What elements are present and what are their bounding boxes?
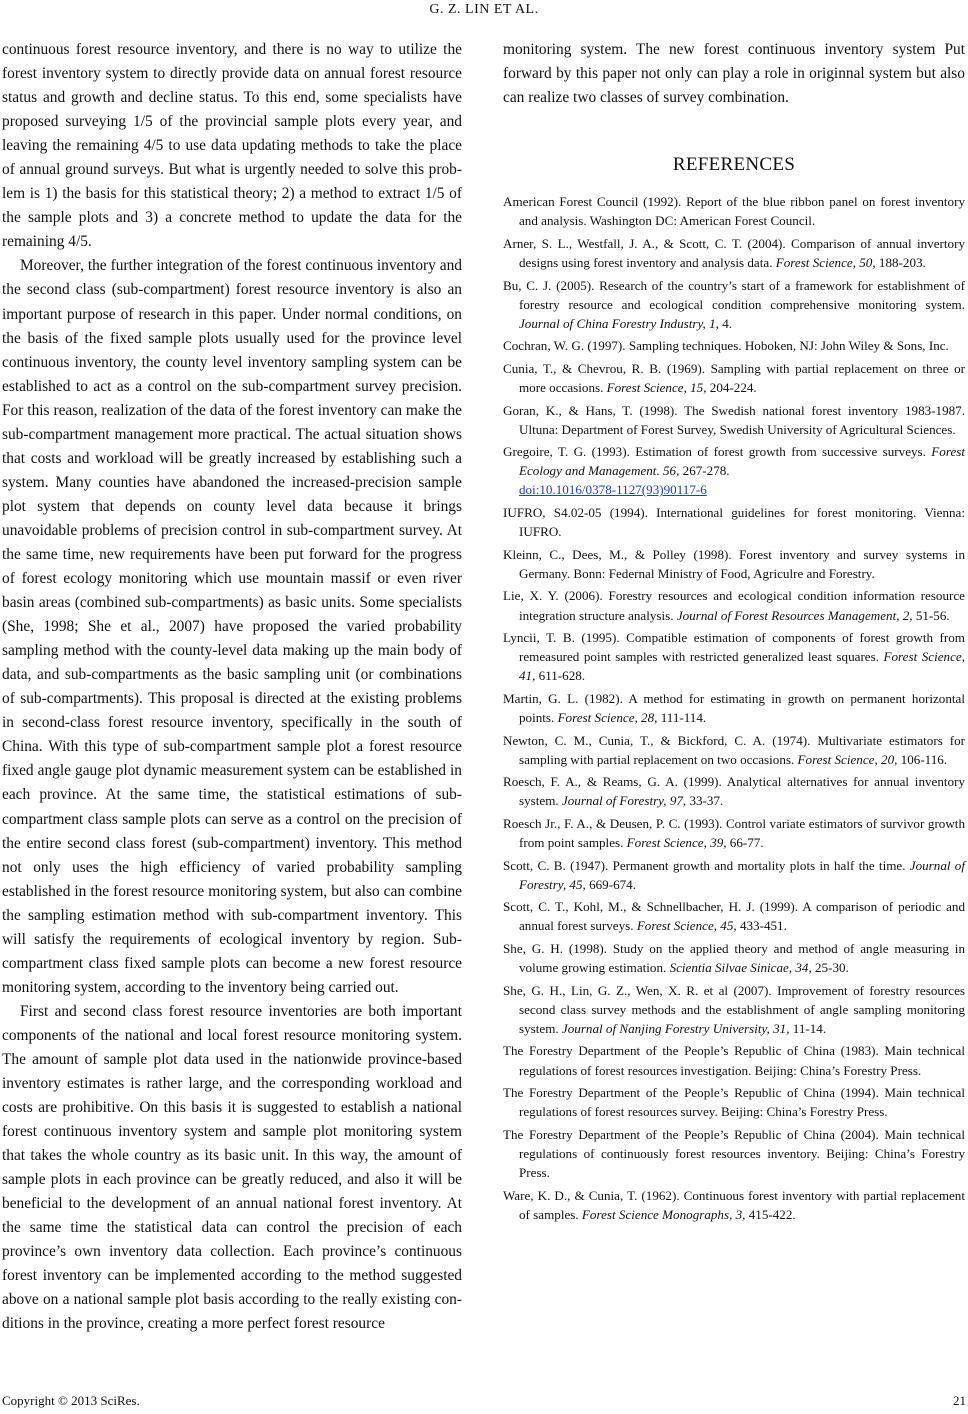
reference-text: Lie, X. Y. (2006). Forestry resources and ecological condition information resource integration structure analysis. [503,588,965,623]
reference-item [503,1125,965,1182]
reference-item [503,545,965,583]
reference-text: Scott, C. T., Kohl, M., & Schnellbacher, H. J. (1999). A comparison of periodic and annual forest surveys. [503,899,965,934]
reference-item [503,689,965,727]
body-paragraph: monitoring system. The new forest continuous inventory system Put forward by this paper not only can play a role in originnal system but also can realize two classes of survey combination. [503,41,965,107]
reference-journal: Forest Ecology and Management. 56, [519,444,965,479]
reference-text: Roesch, F. A., & Reams, G. A. (1999). Analytical alternatives for annual inventory system. [503,774,965,809]
reference-item [503,981,965,1038]
reference-item [503,586,965,624]
reference-text: Goran, K., & Hans, T. (1998). The Swedish national forest inventory 1983-1987. Ultuna: Department of Forest Survey, Swedish University of Agricultural Sciences. [503,402,965,437]
reference-text: American Forest Council (1992). Report of the blue ribbon panel on forest inventory and analysis. Washington DC: American Forest Council. [503,194,965,229]
reference-item [503,1186,965,1224]
reference-item [503,731,965,769]
reference-journal: Forest Science, 28, [557,709,658,725]
reference-pages: 4. [718,315,733,331]
reference-text: Ware, K. D., & Cunia, T. (1962). Continuous forest inventory with partial replacement of samples. [503,1187,965,1222]
reference-text: Martin, G. L. (1982). A method for estimating in growth on permanent horizontal points. [503,690,965,725]
reference-text: Cunia, T., & Chevrou, R. B. (1969). Sampling with partial replacement on three or more occasions. [503,360,965,395]
reference-item [503,442,965,499]
reference-text: Scott, C. B. (1947). Permanent growth and mortality plots in half the time. [503,857,910,873]
reference-item [503,1083,965,1121]
reference-item [503,856,965,894]
reference-item [503,814,965,852]
reference-pages: 415-422. [745,1206,796,1222]
reference-text: Bu, C. J. (2005). Research of the country’s start of a framework for establishment of forestry resource and ecological condition comprehensive monitoring system. [503,277,965,312]
references-heading: REFERENCES [672,154,796,176]
reference-journal: Journal of Forestry, 45, [519,857,965,892]
reference-item [503,939,965,977]
reference-item [503,276,965,333]
reference-text: Arner, S. L., Westfall, J. A., & Scott, C. T. (2004). Comparison of annual invertory designs using forest inventory and analysis data. [503,235,965,270]
reference-journal: Journal of Forest Resources Management, 2, [676,607,913,623]
reference-item [503,772,965,810]
reference-journal: Forest Science, 20, [797,751,898,767]
reference-pages: 11-14. [789,1020,827,1036]
right-column [503,38,965,1227]
reference-journal: Forest Science, 39, [626,835,727,851]
reference-pages: 204-224. [706,379,757,395]
reference-journal: Journal of Nanjing Forestry University, 31, [561,1020,790,1036]
reference-text: The Forestry Department of the People’s Republic of China (2004). Main technical regulations of continuously forest resources inventory. Beijing: China’s Forestry Press. [503,1126,965,1181]
reference-journal: Scientia Silvae Sinicae, 34, [669,960,812,976]
reference-text: She, G. H., Lin, G. Z., Wen, X. R. et al (2007). Improvement of forestry resources second class survey methods and the establishment of angle sampling monitoring system. [503,982,965,1036]
reference-list [503,192,965,1224]
reference-pages: 111-114. [657,709,707,725]
reference-item [503,359,965,397]
reference-text: The Forestry Department of the People’s Republic of China (1983). Main technical regulations of forest resources investigation. Beijing: China’s Forestry Press. [503,1043,965,1078]
footer-copyright: Copyright © 2013 SciRes. [2,1393,140,1408]
doi-link[interactable]: doi:10.1016/0378-1127(93)90117-6 [519,482,707,498]
running-head: G. Z. LIN ET AL. [429,2,539,17]
reference-text: Roesch Jr., F. A., & Deusen, P. C. (1993). Control variate estimators of survivor growth from point samples. [503,815,965,851]
reference-pages: 33-37. [686,793,724,809]
reference-journal: Forest Science Monographs, 3, [581,1206,746,1222]
reference-pages: 66-77. [726,835,764,851]
reference-pages: 188-203. [875,254,926,270]
reference-journal: Forest Science, 50, [775,254,876,270]
reference-journal: Journal of Forestry, 97, [561,793,687,809]
body-paragraph: First and second class forest resource inventories are both important components of the national and local forest resource monitoring system. The amount of sample plot data used in the nationwide province-based inventory estimates is rather large, and the corresponding workload and costs are prohibitive. On this basis it is suggested to establish a national forest continuous inventory system and sample plot monitoring system that takes the whole country as its basic unit. In this way, the amount of sample plots in each province can be greatly reduced, and also it will be beneficial to the development of an annual national forest inventory. At the same time the statistical data can control the precision of each province’s own inventory data collection. Each province’s continuous forest inventory can be implemented according to the method suggested above on a national sample plot basis according to the really existing conditions in the province, creating a more perfect forest resource [2,1002,462,1333]
reference-text: Cochran, W. G. (1997). Sampling techniques. Hoboken, NJ: John Wiley & Sons, Inc. [503,338,949,354]
page-number: 21 [953,1393,966,1408]
reference-pages: 433-451. [736,918,787,934]
reference-journal: Forest Science, 41, [519,649,965,684]
body-paragraph: continuous forest resource inventory, and there is no way to utilize the forest inventory system to directly provide data on annual forest resource status and growth and decline status. To this end, some specialists have proposed surveying 1/5 of the provincial sample plots every year, and leaving the remaining 4/5 to use data updating methods to take the place of annual ground surveys. But what is urgently needed to solve this problem is 1) the basis for this statistical theory; 2) a method to extract 1/5 of the sample plots and 3) a concrete method to update the data for the remaining 4/5. [2,41,462,251]
reference-text: Newton, C. M., Cunia, T., & Bickford, C. A. (1974). Multivariate estimators for sampling with partial replacement on two occasions. [503,732,965,767]
reference-item [503,192,965,230]
reference-item [503,628,965,685]
reference-item [503,897,965,935]
reference-pages: 267-278. [679,463,730,479]
reference-item [503,1041,965,1079]
reference-item [503,336,965,355]
reference-text: IUFRO, S4.02-05 (1994). International guidelines for forest monitoring. Vienna: IUFRO. [503,505,965,540]
body-paragraph: Moreover, the further integration of the forest continuous inventory and the second class (sub-compartment) forest resource inventory is also an important purpose of research in this paper. Under normal conditions, on the basis of the fixed sample plots usually used for the province level continuous inventory, the county level inventory sampling system can be established to act as a control on the sub-compartment survey precision. For this reason, realization of the data of the forest inventory can make the sub-compartment management more practical. The actual situation shows that costs and workload will be greatly increased by establishing such a system. Many counties have abandoned the increased-precision sample plot system that depends on county level data because it brings unavoidable problems of precision control in sub-compartment survey. At the same time, new requirements have been put forward for the progress of forest ecology monitoring which use mountain massif or even river basin areas (combined sub-compartments) as basic units. Some specialists (She, 1998; She et al., 2007) have proposed the varied probability sampling method with the county-level data making up the main body of data, and sub-compartments as the basic sampling unit (or combinations of sub-compartments). This proposal is directed at the existing problems in second-class forest resource inventory, specifically in the south of China. With this type of sub-compartment sample plot a forest resource fixed angle gauge plot dynamic measurement system can be established in each province. At the same time, the statistical estimations of sub-compartment class sample plots can serve as a control on the precision of the entire second class forest (sub-compartment) inventory. This method not only uses the high efficiency of varied probability sampling established in the forest resource monitoring system, but also can combine the sampling estimation method with sub-compartment inventory. This will satisfy the requirements of ecological inventory by region. Sub-compartment class fixed sample plots can become a new forest resource monitoring system, according to the inventory being carried out. [2,257,462,996]
reference-text: Kleinn, C., Dees, M., & Polley (1998). Forest inventory and survey systems in Germany. Bonn: Federnal Ministry of Food, Agriculre and Forestry. [503,546,965,581]
reference-item [503,234,965,272]
reference-pages: 25-30. [811,960,849,976]
reference-text: She, G. H. (1998). Study on the applied theory and method of angle measuring in volume growing estimation. [503,941,965,976]
reference-journal: Forest Science, 15, [606,379,707,395]
reference-pages: 106-116. [897,751,948,767]
reference-journal: Forest Science, 45, [636,918,737,934]
reference-item [503,503,965,541]
left-column [2,38,462,1337]
reference-item [503,401,965,439]
reference-pages: 51-56. [912,607,950,623]
reference-pages: 669-674. [585,876,637,892]
reference-text: Lyncii, T. B. (1995). Compatible estimation of components of forest growth from remeasured point samples with restricted generalized least squares. [503,630,965,665]
reference-pages: 611-628. [535,668,586,684]
reference-text: The Forestry Department of the People’s Republic of China (1994). Main technical regulations of forest resources survey. Beijing: China’s Forestry Press. [503,1085,965,1120]
reference-text: Gregoire, T. G. (1993). Estimation of forest growth from successive surveys. [503,444,932,460]
reference-journal: Journal of China Forestry Industry, 1, [519,315,719,331]
